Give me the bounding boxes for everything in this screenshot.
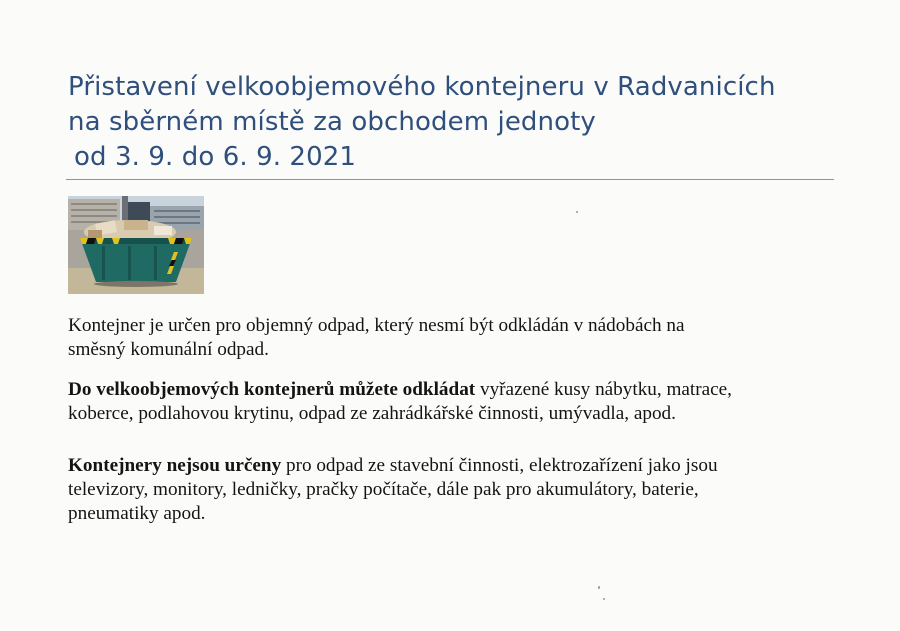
container-photo (68, 196, 204, 294)
paragraph-forbidden (68, 454, 838, 526)
title-line-1: Přistavení velkoobjemového kontejneru v Radvanicích (68, 72, 776, 102)
paragraph-purpose-line-2: směsný komunální odpad. (68, 339, 269, 360)
scan-speck (598, 586, 600, 589)
paragraph-forbidden-line-3: pneumatiky apod. (68, 503, 206, 524)
paragraph-allowed-line-1 (68, 378, 838, 402)
paragraph-allowed (68, 378, 838, 426)
page-title (68, 70, 848, 175)
allowed-text-1: vyřazené kusy nábytku, matrace, (475, 379, 732, 400)
scan-speck (576, 211, 578, 213)
forbidden-text-1: pro odpad ze stavební činnosti, elektrozařízení jako jsou (281, 455, 718, 476)
title-divider (66, 179, 834, 180)
scan-speck (603, 598, 605, 600)
paragraph-allowed-line-2: koberce, podlahovou krytinu, odpad ze zahrádkářské činnosti, umývadla, apod. (68, 403, 676, 424)
paragraph-forbidden-line-2: televizory, monitory, ledničky, pračky počítače, dále pak pro akumulátory, baterie, (68, 479, 699, 500)
paragraph-purpose-line-1: Kontejner je určen pro objemný odpad, který nesmí být odkládán v nádobách na (68, 315, 685, 336)
title-line-2: na sběrném místě za obchodem jednoty (68, 107, 596, 137)
paragraph-purpose (68, 314, 838, 362)
forbidden-heading: Kontejnery nejsou určeny (68, 455, 282, 476)
paragraph-forbidden-line-1 (68, 454, 838, 478)
container-image (68, 196, 204, 294)
title-line-3: od 3. 9. do 6. 9. 2021 (74, 142, 357, 172)
allowed-heading: Do velkoobjemových kontejnerů můžete odkládat (68, 379, 476, 400)
